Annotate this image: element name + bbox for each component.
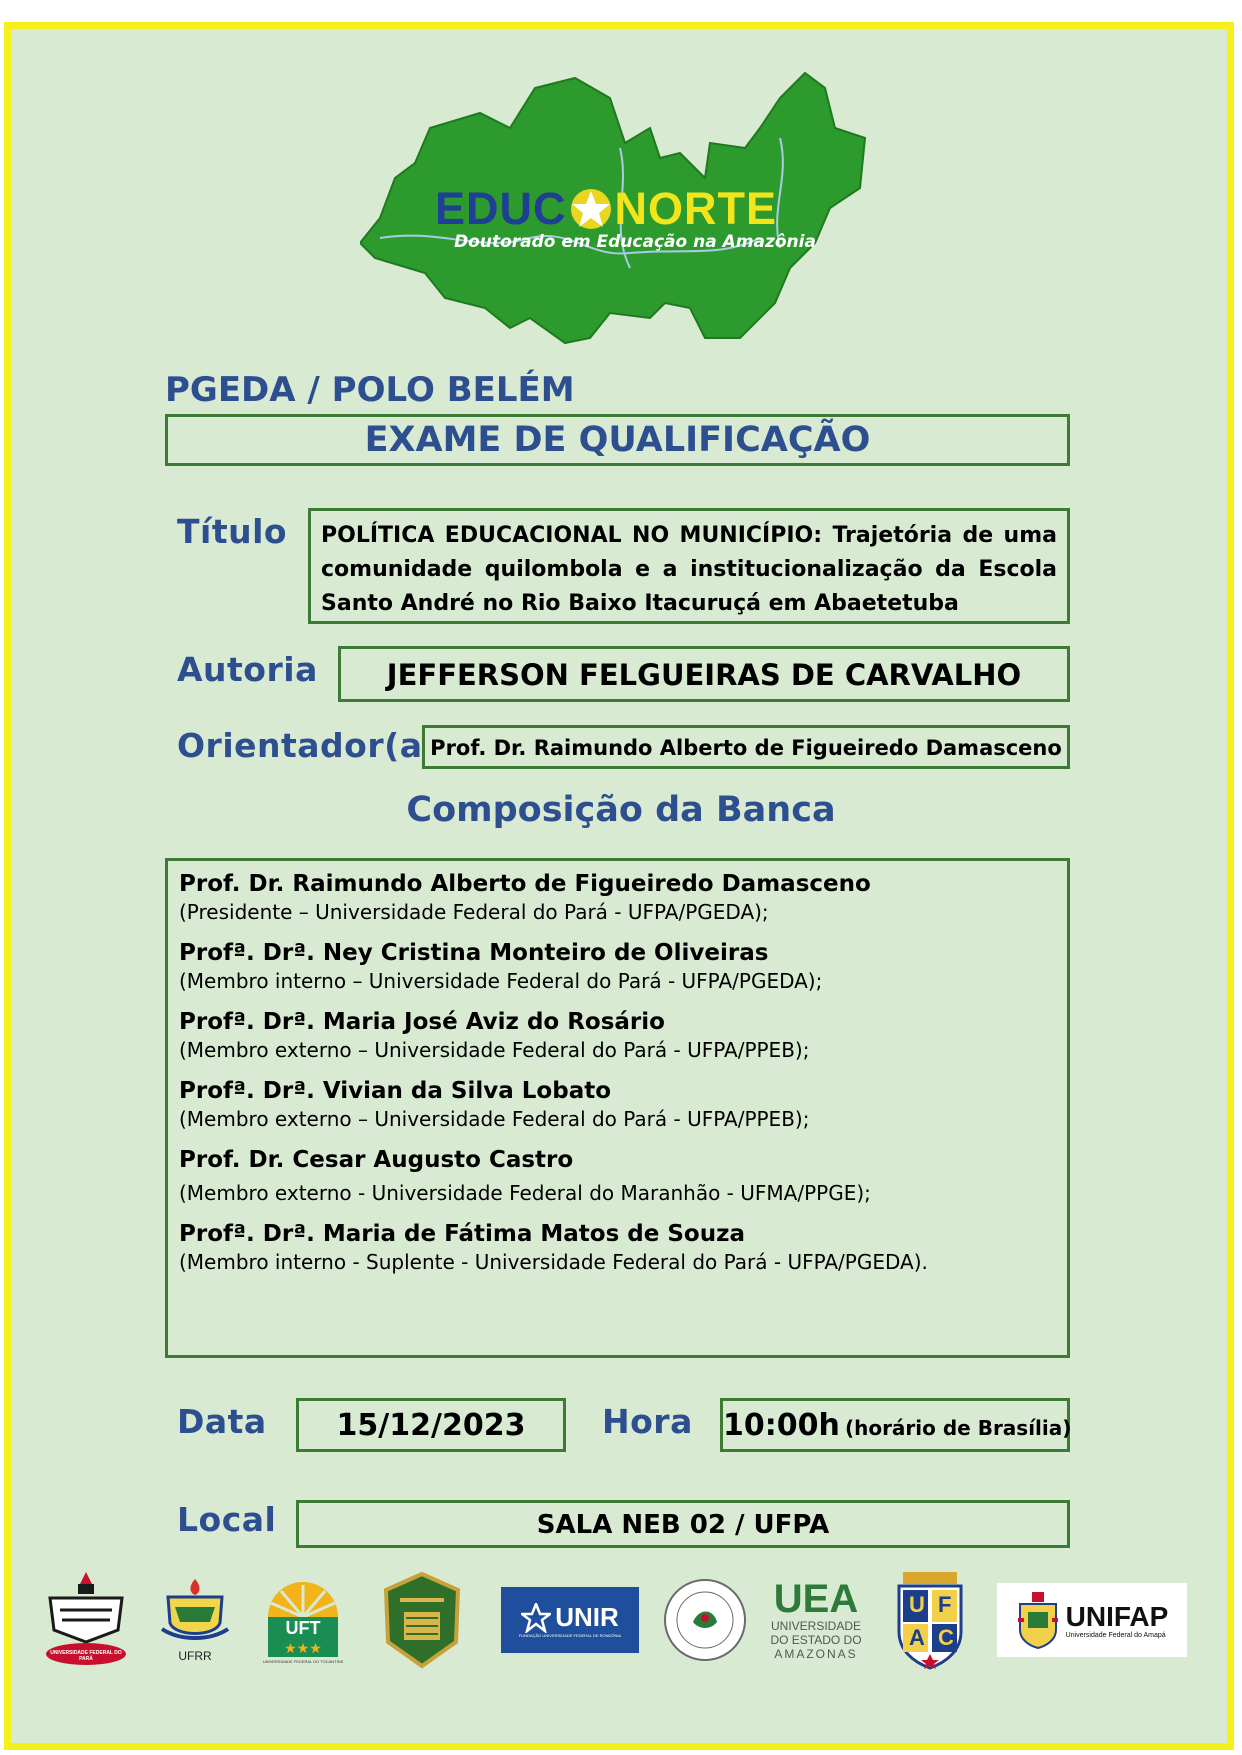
unir-subtitle: FUNDAÇÃO UNIVERSIDADE FEDERAL DE RONDÔNIA	[518, 1633, 622, 1638]
ufrr-text: UFRR	[178, 1649, 212, 1663]
member-role: (Membro externo - Universidade Federal do Maranhão - UFMA/PPGE);	[179, 1181, 871, 1205]
uft-subtitle: UNIVERSIDADE FEDERAL DO TOCANTINS	[262, 1658, 344, 1664]
uea-sub2: DO ESTADO DO	[770, 1633, 862, 1647]
unir-badge	[501, 1587, 639, 1653]
member-role: (Membro interno – Universidade Federal do Pará - UFPA/PGEDA);	[179, 969, 823, 993]
uft-stars: ★★★	[268, 1639, 338, 1657]
local-box	[296, 1500, 1070, 1548]
ufac-c: C	[938, 1625, 954, 1650]
logo-wordmark	[435, 184, 777, 234]
program-heading: PGEDA / POLO BELÉM	[165, 370, 575, 410]
ufpa-text: UNIVERSIDADE FEDERAL DO PARÁ	[50, 1650, 122, 1662]
star-icon	[569, 187, 613, 231]
member-name: Profª. Drª. Maria de Fátima Matos de Souza	[179, 1221, 745, 1247]
uea-sub3: AMAZONAS	[774, 1647, 858, 1661]
uea-sub1: UNIVERSIDADE	[770, 1619, 862, 1633]
exam-title-box	[165, 414, 1070, 466]
hora-value-wrap	[723, 1401, 1072, 1455]
banca-member	[179, 940, 1056, 993]
titulo-text: POLÍTICA EDUCACIONAL NO MUNICÍPIO: Trajetória de uma comunidade quilombola e a institucionalização da Escola Santo André no Rio Baixo Itacuruçá em Abaetetuba	[321, 523, 1057, 616]
hora-note: (horário de Brasília)	[844, 1416, 1072, 1440]
orientador-text: Prof. Dr. Raimundo Alberto de Figueiredo Damasceno	[430, 736, 1062, 760]
unir-logo	[500, 1570, 640, 1670]
banca-member	[179, 1221, 1056, 1274]
banca-member	[179, 871, 1056, 924]
orientador-box	[422, 725, 1070, 769]
member-role: (Membro interno - Suplente - Universidade Federal do Pará - UFPA/PGEDA).	[179, 1250, 928, 1274]
uea-logo	[766, 1570, 866, 1670]
unifap-subtitle: Universidade Federal do Amapá	[1065, 1631, 1166, 1639]
hora-value: 10:00h	[723, 1408, 840, 1443]
ufam-logo	[662, 1570, 748, 1670]
member-name: Profª. Drª. Vivian da Silva Lobato	[179, 1078, 612, 1104]
ufac-shield-icon	[891, 1570, 969, 1670]
crest-icon	[376, 1570, 468, 1670]
member-name: Prof. Dr. Cesar Augusto Castro	[179, 1147, 574, 1173]
member-name: Profª. Drª. Ney Cristina Monteiro de Oliveiras	[179, 940, 769, 966]
orientador-label: Orientador(a	[177, 726, 423, 765]
exam-title: EXAME DE QUALIFICAÇÃO	[364, 420, 871, 460]
unir-text: UNIR	[555, 1602, 619, 1632]
unifap-text-wrap	[1066, 1602, 1169, 1639]
local-value: SALA NEB 02 / UFPA	[536, 1510, 830, 1540]
titulo-box	[308, 508, 1070, 624]
ufam-seal-icon	[663, 1578, 747, 1662]
logo-subtitle: Doutorado em Educação na Amazônia	[454, 232, 816, 252]
ufac-logo	[890, 1570, 970, 1670]
uft-logo	[258, 1570, 348, 1670]
ufpa-logo	[40, 1570, 132, 1670]
autoria-box	[338, 646, 1070, 702]
unifap-text: UNIFAP	[1065, 1600, 1169, 1632]
banca-heading: Composição da Banca	[406, 790, 836, 830]
data-box	[296, 1398, 566, 1452]
logo-text-norte: NORTE	[614, 183, 778, 234]
unifap-crest-icon	[1016, 1590, 1060, 1650]
unir-star-icon	[521, 1603, 551, 1633]
data-label: Data	[177, 1402, 267, 1441]
uea-text: UEA	[773, 1577, 859, 1621]
member-role: (Membro externo – Universidade Federal do Pará - UFPA/PPEB);	[179, 1107, 810, 1131]
member-name: Profª. Drª. Maria José Aviz do Rosário	[179, 1009, 665, 1035]
unir-row	[521, 1602, 619, 1633]
local-label: Local	[177, 1500, 277, 1539]
ufac-f: F	[938, 1592, 952, 1617]
banca-member	[179, 1078, 1056, 1131]
banca-member	[179, 1147, 1056, 1205]
hora-box	[720, 1398, 1070, 1452]
uft-text: UFT	[268, 1617, 338, 1639]
autoria-text: JEFFERSON FELGUEIRAS DE CARVALHO	[386, 658, 1022, 692]
logo-text-educ: EDUC	[435, 183, 567, 234]
member-role: (Presidente – Universidade Federal do Pará - UFPA/PGEDA);	[179, 900, 769, 924]
member-role: (Membro externo – Universidade Federal do Pará - UFPA/PPEB);	[179, 1038, 810, 1062]
unifap-badge	[997, 1583, 1187, 1657]
data-value: 15/12/2023	[336, 1408, 526, 1443]
banca-member	[179, 1009, 1056, 1062]
ufac-a: A	[909, 1625, 925, 1650]
ufrr-crest-icon	[160, 1577, 230, 1645]
banca-box	[165, 858, 1070, 1358]
member-name: Prof. Dr. Raimundo Alberto de Figueiredo Damasceno	[179, 871, 871, 897]
hora-label: Hora	[602, 1402, 693, 1441]
titulo-label: Título	[177, 512, 288, 551]
autoria-label: Autoria	[177, 650, 318, 689]
unifap-logo	[996, 1570, 1188, 1670]
sun-icon	[263, 1577, 343, 1617]
unir-crest-logo	[375, 1570, 469, 1670]
ufac-u: U	[909, 1592, 925, 1617]
ufrr-logo	[150, 1570, 240, 1670]
